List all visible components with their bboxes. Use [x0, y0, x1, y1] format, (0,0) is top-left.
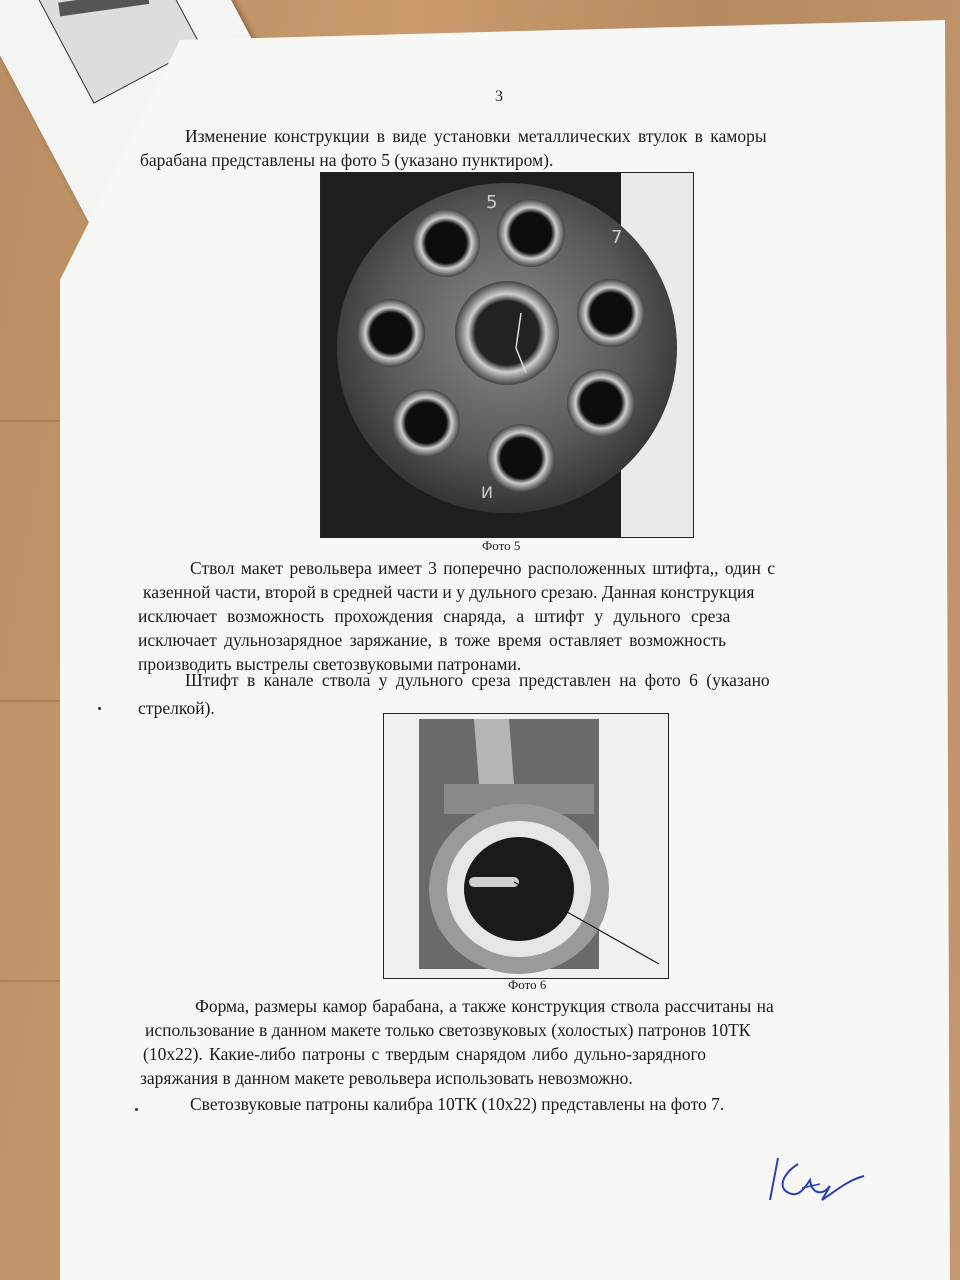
paragraph-4-line-3: (10х22). Какие-либо патроны с твердым снарядом либо дульно-зарядного — [143, 1044, 706, 1064]
wood-grain — [0, 700, 60, 702]
muzzle-image — [384, 714, 668, 978]
svg-text:И: И — [481, 483, 493, 502]
photo-5-caption: Фото 5 — [482, 538, 521, 553]
svg-text:5: 5 — [486, 192, 498, 213]
paragraph-2-line-5: производить выстрелы светозвуковыми патронами. — [138, 654, 522, 674]
paragraph-1-line-2: барабана представлены на фото 5 (указано пунктиром). — [140, 150, 554, 170]
wood-grain — [0, 420, 60, 422]
wood-grain — [0, 980, 60, 982]
stray-dot — [98, 707, 101, 710]
paragraph-5-line-1: Светозвуковые патроны калибра 10ТК (10х22) представлены на фото 7. — [190, 1094, 725, 1114]
paragraph-4-line-1: Форма, размеры камор барабана, а также конструкция ствола рассчитаны на — [195, 996, 774, 1016]
paragraph-4-line-2: использование в данном макете только светозвуковых (холостых) патронов 10ТК — [145, 1020, 751, 1040]
paragraph-3-line-1: Штифт в канале ствола у дульного среза представлен на фото 6 (указано — [185, 670, 770, 690]
paragraph-2-line-2: казенной части, второй в средней части и у дульного срезаю. Данная конструкция — [143, 582, 755, 602]
photo-6-barrel-muzzle — [383, 713, 669, 979]
page-number: 3 — [495, 88, 503, 105]
photo-6-caption: Фото 6 — [508, 977, 547, 992]
paragraph-2-line-1: Ствол макет револьвера имеет 3 поперечно расположенных штифта,, один с — [190, 558, 775, 578]
paragraph-4-line-4: заряжания в данном макете револьвера использовать невозможно. — [140, 1068, 633, 1088]
paragraph-2-line-3: исключает возможность прохождения снаряда, а штифт у дульного среза — [138, 606, 731, 626]
handwritten-signature — [760, 1150, 870, 1210]
svg-text:7: 7 — [611, 227, 623, 248]
photo-5-revolver-cylinder — [320, 172, 694, 538]
paragraph-3-line-2: стрелкой). — [138, 698, 215, 718]
paragraph-2-line-4: исключает дульнозарядное заряжание, в тоже время оставляет возможность — [138, 630, 727, 650]
stray-dot — [135, 1108, 138, 1111]
cylinder-image — [321, 173, 693, 537]
paragraph-1-line-1: Изменение конструкции в виде установки металлических втулок в каморы — [185, 126, 767, 146]
